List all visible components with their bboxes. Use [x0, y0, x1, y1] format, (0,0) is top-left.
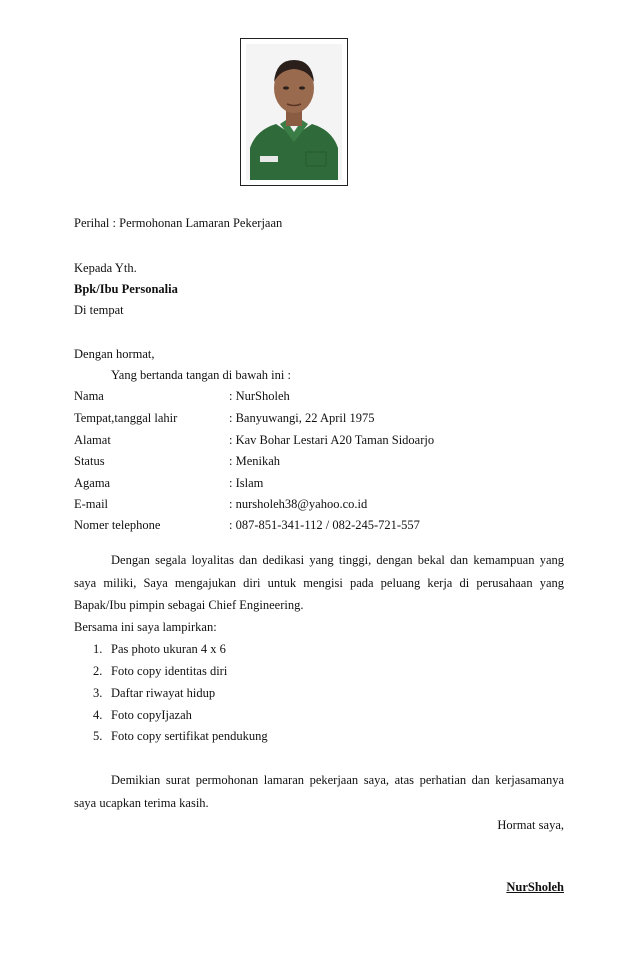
body-paragraph-line-2: saya miliki, Saya mengajukan diri untuk mengisi pada peluang kerja di perusahaan yang — [74, 576, 564, 590]
list-item-number: 2. — [93, 664, 103, 678]
field-value: : NurSholeh — [229, 389, 290, 403]
recipient-line-2: Bpk/Ibu Personalia — [74, 282, 178, 296]
greeting: Dengan hormat, — [74, 347, 155, 361]
list-item-number: 3. — [93, 686, 103, 700]
applicant-photo — [240, 38, 348, 186]
field-value: : 087-851-341-112 / 082-245-721-557 — [229, 518, 420, 532]
list-item: Foto copyIjazah — [111, 708, 192, 722]
intro-line: Yang bertanda tangan di bawah ini : — [111, 368, 291, 382]
recipient-line-1: Kepada Yth. — [74, 261, 137, 275]
list-item: Pas photo ukuran 4 x 6 — [111, 642, 226, 656]
closing-salutation: Hormat saya, — [497, 818, 564, 832]
field-value: : Banyuwangi, 22 April 1975 — [229, 411, 375, 425]
list-item: Daftar riwayat hidup — [111, 686, 216, 700]
field-label: Nomer telephone — [74, 518, 161, 532]
attachments-intro: Bersama ini saya lampirkan: — [74, 620, 217, 634]
field-label: Tempat,tanggal lahir — [74, 411, 178, 425]
list-item-number: 4. — [93, 708, 103, 722]
field-label: E-mail — [74, 497, 109, 511]
list-item: Foto copy identitas diri — [111, 664, 228, 678]
list-item-number: 1. — [93, 642, 103, 656]
signature-name: NurSholeh — [506, 880, 564, 894]
body-paragraph-line-1: Dengan segala loyalitas dan dedikasi yang tinggi, dengan bekal dan kemampuan yang — [111, 553, 564, 567]
field-label: Status — [74, 454, 105, 468]
field-label: Nama — [74, 389, 104, 403]
body-paragraph-line-3: Bapak/Ibu pimpin sebagai Chief Engineering. — [74, 598, 304, 612]
closing-paragraph-line-2: saya ucapkan terima kasih. — [74, 796, 209, 810]
list-item-number: 5. — [93, 729, 103, 743]
field-value: : Menikah — [229, 454, 281, 468]
field-value: : nursholeh38@yahoo.co.id — [229, 497, 368, 511]
list-item: Foto copy sertifikat pendukung — [111, 729, 268, 743]
portrait-image — [246, 44, 342, 180]
field-value: : Islam — [229, 476, 264, 490]
field-label: Agama — [74, 476, 111, 490]
closing-paragraph-line-1: Demikian surat permohonan lamaran pekerjaan saya, atas perhatian dan kerjasamanya — [111, 773, 564, 787]
field-value: : Kav Bohar Lestari A20 Taman Sidoarjo — [229, 433, 435, 447]
field-label: Alamat — [74, 433, 111, 447]
recipient-line-3: Di tempat — [74, 303, 124, 317]
letter-subject: Perihal : Permohonan Lamaran Pekerjaan — [74, 216, 283, 230]
